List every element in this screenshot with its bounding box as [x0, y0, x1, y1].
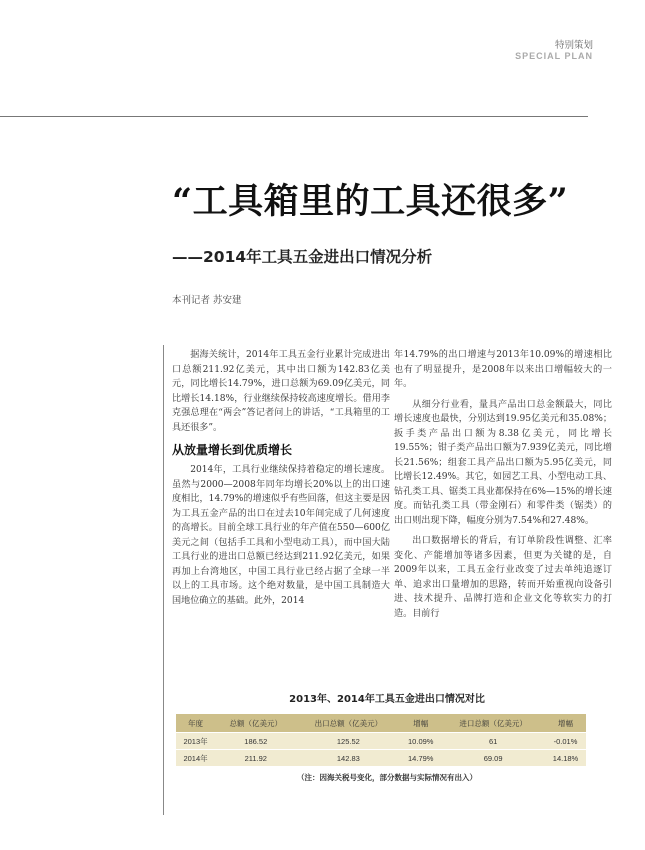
table-header-cell: 进口总额（亿美元）	[441, 714, 545, 733]
section-label-cn: 特别策划	[554, 40, 593, 51]
table-note: （注：因海关税号变化，部分数据与实际情况有出入）	[297, 773, 477, 782]
article-title: “工具箱里的工具还很多”	[172, 181, 569, 222]
comparison-table	[176, 714, 586, 766]
body-paragraph: 出口数据增长的背后，有订单阶段性调整、汇率变化、产能增加等诸多因素，但更为关键的是，自2009年以来，工具五金行业改变了过去单纯追逐订单、追求出口量增加的思路，转而开始重视向设备引进、技术提升、品牌打造和企业文化等软实力的打造。目前行	[394, 536, 612, 619]
table-row	[176, 733, 586, 750]
table-cell: 142.83	[296, 750, 400, 767]
table-cell: 2014年	[176, 750, 215, 767]
table-cell: 125.52	[296, 733, 400, 750]
body-column-right	[394, 348, 612, 627]
table-cell: 69.09	[441, 750, 545, 767]
table-header-cell: 年度	[176, 714, 215, 733]
section-label-en: SPECIAL PLAN	[515, 51, 593, 61]
table-title: 2013年、2014年工具五金进出口情况对比	[289, 694, 485, 705]
table-header-cell: 总额（亿美元）	[215, 714, 296, 733]
article-byline: 本刊记者 苏安建	[172, 295, 242, 306]
body-paragraph: 据海关统计，2014年工具五金行业累计完成进出口总额211.92亿美元，其中出口额为142.83亿美元，同比增长14.79%，进口总额为69.09亿美元，同比增长14.18%，行业继续保持较高速度增长。借用李克强总理在“两会”答记者问上的讲话，“工具箱里的工具还很多”。	[172, 350, 390, 433]
table-header-row	[176, 714, 586, 733]
body-paragraph: 2014年，工具行业继续保持着稳定的增长速度。虽然与2000—2008年同年均增长20%以上的出口速度相比，14.79%的增速似乎有些回落，但这主要是因为工具五金产品的出口在过去10年间完成了几何速度的高增长。目前全球工具行业的年产值在550—600亿美元之间（包括手工具和小型电动工具），而中国大陆工具行业的进出口总额已经达到211.92亿美元，如果再加上台湾地区，中国工具行业已经占据了全球一半以上的工具市场。这个绝对数量，是中国工具制造大国地位确立的基础。此外，2014	[172, 465, 390, 606]
header-divider	[0, 116, 588, 117]
column-rule	[163, 345, 164, 815]
table-header-cell: 出口总额（亿美元）	[296, 714, 400, 733]
section-heading: 从放量增长到优质增长	[172, 443, 293, 457]
table-row	[176, 750, 586, 767]
table-cell: -0.01%	[545, 733, 586, 750]
table-cell: 10.09%	[400, 733, 441, 750]
table-header-cell: 增幅	[400, 714, 441, 733]
table-cell: 14.79%	[400, 750, 441, 767]
body-column-left	[172, 348, 390, 614]
table-header-cell: 增幅	[545, 714, 586, 733]
table-cell: 2013年	[176, 733, 215, 750]
table-cell: 186.52	[215, 733, 296, 750]
table-cell: 211.92	[215, 750, 296, 767]
table-cell: 61	[441, 733, 545, 750]
article-subtitle: ——2014年工具五金进出口情况分析	[172, 248, 433, 266]
table-cell: 14.18%	[545, 750, 586, 767]
body-paragraph: 年14.79%的出口增速与2013年10.09%的增速相比也有了明显提升，是2008年以来出口增幅较大的一年。	[394, 350, 612, 389]
body-paragraph: 从细分行业看，量具产品出口总金额最大，同比增长速度也最快，分别达到19.95亿美元和35.08%；扳手类产品出口额为8.38亿美元，同比增长19.55%；钳子类产品出口额为7.939亿美元，同比增长21.56%；组套工具产品出口额为5.95亿美元，同比增长12.49%。其它，如园艺工具、小型电动工具、钻孔类工具、锯类工具业都保持在6%—15%的增长速度。而钻孔类工具（带金刚石）和零件类（锯类）的出口则出现下降，幅度分别为7.54%和27.48%。	[394, 399, 612, 526]
